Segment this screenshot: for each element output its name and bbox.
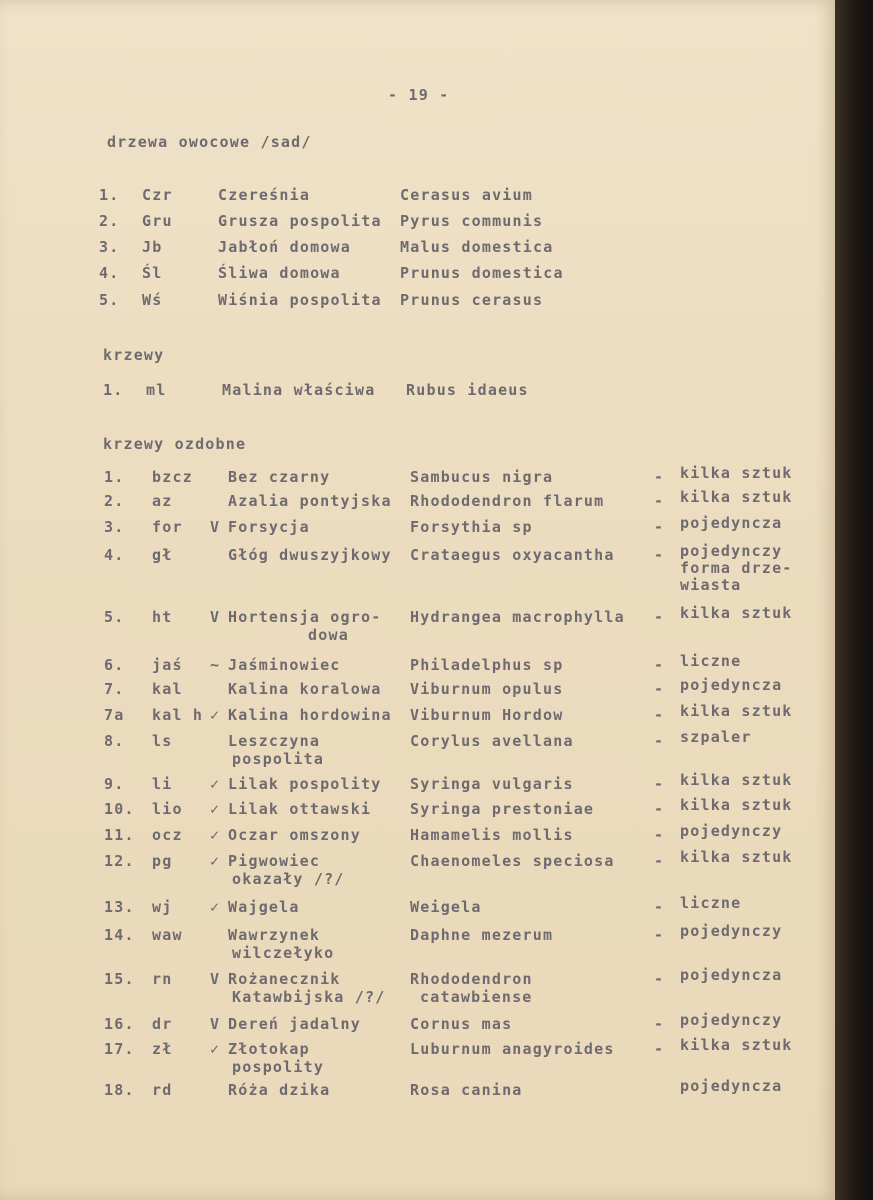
row-number: 5. bbox=[99, 291, 120, 309]
row-dash: - bbox=[654, 518, 665, 536]
row-number: 10. bbox=[104, 800, 135, 818]
row-latin-name: Crataegus oxyacantha bbox=[410, 546, 615, 564]
row-polish-name: Wajgela bbox=[228, 898, 300, 916]
row-number: 2. bbox=[99, 212, 120, 230]
row-note: pojedynczy bbox=[680, 922, 783, 940]
row-polish-name: Grusza pospolita bbox=[218, 212, 382, 230]
annotation-mark: ✓ bbox=[210, 898, 220, 916]
row-polish-name-continued: pospolita bbox=[232, 750, 325, 768]
row-code: dr bbox=[152, 1015, 173, 1033]
row-note: kilka sztuk bbox=[680, 702, 793, 720]
row-dash: - bbox=[654, 775, 665, 793]
row-number: 17. bbox=[104, 1040, 135, 1058]
row-code: zł bbox=[152, 1040, 173, 1058]
row-dash: - bbox=[654, 732, 665, 750]
row-code: rn bbox=[152, 970, 173, 988]
row-note: kilka sztuk bbox=[680, 604, 793, 622]
row-number: 15. bbox=[104, 970, 135, 988]
row-code: lio bbox=[152, 800, 183, 818]
row-code: Jb bbox=[142, 238, 163, 256]
row-polish-name: Azalia pontyjska bbox=[228, 492, 392, 510]
row-dash: - bbox=[654, 492, 665, 510]
row-note: pojedyncza bbox=[680, 1077, 783, 1095]
row-number: 14. bbox=[104, 926, 135, 944]
row-note: pojedyncza bbox=[680, 676, 783, 694]
row-note-continued: forma drze- bbox=[680, 559, 793, 577]
row-note: liczne bbox=[680, 894, 742, 912]
row-polish-name: Bez czarny bbox=[228, 468, 331, 486]
row-polish-name: Kalina koralowa bbox=[228, 680, 382, 698]
row-note: kilka sztuk bbox=[680, 771, 793, 789]
row-polish-name: Jaśminowiec bbox=[228, 656, 341, 674]
row-number: 2. bbox=[104, 492, 125, 510]
section-heading-shrubs: krzewy bbox=[103, 346, 165, 364]
row-note: kilka sztuk bbox=[680, 848, 793, 866]
row-code: gł bbox=[152, 546, 173, 564]
row-note: szpaler bbox=[680, 728, 752, 746]
row-number: 11. bbox=[104, 826, 135, 844]
row-polish-name: Hortensja ogro- bbox=[228, 608, 382, 626]
row-number: 5. bbox=[104, 608, 125, 626]
row-dash: - bbox=[654, 898, 665, 916]
row-note: kilka sztuk bbox=[680, 464, 793, 482]
row-latin-name: Weigela bbox=[410, 898, 482, 916]
annotation-mark: V bbox=[210, 608, 220, 626]
annotation-mark: ✓ bbox=[210, 826, 220, 844]
row-note: pojedynczy bbox=[680, 822, 783, 840]
row-note: pojedynczy bbox=[680, 542, 783, 560]
row-code: Wś bbox=[142, 291, 163, 309]
row-dash: - bbox=[654, 970, 665, 988]
row-polish-name-continued: dowa bbox=[308, 626, 349, 644]
annotation-mark: V bbox=[210, 518, 220, 536]
annotation-mark: ✓ bbox=[210, 706, 220, 724]
row-code: for bbox=[152, 518, 183, 536]
row-note: liczne bbox=[680, 652, 742, 670]
row-latin-name: Forsythia sp bbox=[410, 518, 533, 536]
row-polish-name: Wiśnia pospolita bbox=[218, 291, 382, 309]
row-number: 1. bbox=[103, 381, 124, 399]
row-dash: - bbox=[654, 1015, 665, 1033]
row-number: 7. bbox=[104, 680, 125, 698]
row-latin-name: Viburnum Hordow bbox=[410, 706, 564, 724]
annotation-mark: ✓ bbox=[210, 852, 220, 870]
row-polish-name: Lilak pospolity bbox=[228, 775, 382, 793]
row-latin-name-continued: catawbiense bbox=[420, 988, 533, 1006]
row-polish-name: Śliwa domowa bbox=[218, 264, 341, 282]
row-latin-name: Rhododendron flarum bbox=[410, 492, 605, 510]
annotation-mark: ✓ bbox=[210, 775, 220, 793]
row-code: li bbox=[152, 775, 173, 793]
row-polish-name-continued: wilczełyko bbox=[232, 944, 335, 962]
row-latin-name: Corylus avellana bbox=[410, 732, 574, 750]
annotation-mark: ~ bbox=[210, 656, 220, 674]
row-code: rd bbox=[152, 1081, 173, 1099]
row-polish-name: Lilak ottawski bbox=[228, 800, 372, 818]
row-note: pojedynczy bbox=[680, 1011, 783, 1029]
row-note-continued: wiasta bbox=[680, 576, 742, 594]
row-polish-name: Oczar omszony bbox=[228, 826, 361, 844]
annotation-mark: V bbox=[210, 970, 220, 988]
row-latin-name: Rubus idaeus bbox=[406, 381, 529, 399]
row-latin-name: Hamamelis mollis bbox=[410, 826, 574, 844]
row-polish-name: Leszczyna bbox=[228, 732, 321, 750]
row-code: wj bbox=[152, 898, 173, 916]
row-latin-name: Sambucus nigra bbox=[410, 468, 554, 486]
row-dash: - bbox=[654, 1040, 665, 1058]
row-latin-name: Pyrus communis bbox=[400, 212, 544, 230]
page-edge-shadow bbox=[835, 0, 873, 1200]
row-latin-name: Prunus cerasus bbox=[400, 291, 544, 309]
row-code: jaś bbox=[152, 656, 183, 674]
row-number: 9. bbox=[104, 775, 125, 793]
row-code: ml bbox=[146, 381, 167, 399]
row-number: 13. bbox=[104, 898, 135, 916]
row-polish-name: Złotokap bbox=[228, 1040, 310, 1058]
row-code: Czr bbox=[142, 186, 173, 204]
row-polish-name: Forsycja bbox=[228, 518, 310, 536]
row-latin-name: Hydrangea macrophylla bbox=[410, 608, 625, 626]
row-number: 1. bbox=[104, 468, 125, 486]
row-latin-name: Prunus domestica bbox=[400, 264, 564, 282]
row-code: ocz bbox=[152, 826, 183, 844]
row-dash: - bbox=[654, 706, 665, 724]
row-number: 7a bbox=[104, 706, 125, 724]
row-polish-name: Pigwowiec bbox=[228, 852, 321, 870]
row-latin-name: Philadelphus sp bbox=[410, 656, 564, 674]
row-latin-name: Malus domestica bbox=[400, 238, 554, 256]
row-dash: - bbox=[654, 826, 665, 844]
row-dash: - bbox=[654, 852, 665, 870]
row-code: kal h bbox=[152, 706, 204, 724]
row-number: 12. bbox=[104, 852, 135, 870]
row-number: 3. bbox=[99, 238, 120, 256]
row-code: bzcz bbox=[152, 468, 193, 486]
section-heading-ornamental-shrubs: krzewy ozdobne bbox=[103, 435, 247, 453]
row-polish-name-continued: Katawbijska /?/ bbox=[232, 988, 386, 1006]
row-latin-name: Rosa canina bbox=[410, 1081, 523, 1099]
row-note: kilka sztuk bbox=[680, 796, 793, 814]
row-latin-name: Luburnum anagyroides bbox=[410, 1040, 615, 1058]
row-polish-name: Rożanecznik bbox=[228, 970, 341, 988]
row-number: 4. bbox=[99, 264, 120, 282]
section-heading-fruit-trees: drzewa owocowe /sad/ bbox=[107, 133, 312, 151]
row-polish-name: Kalina hordowina bbox=[228, 706, 392, 724]
row-dash: - bbox=[654, 656, 665, 674]
row-code: kal bbox=[152, 680, 183, 698]
row-dash: - bbox=[654, 608, 665, 626]
page-number: - 19 - bbox=[388, 86, 450, 104]
annotation-mark: ✓ bbox=[210, 1040, 220, 1058]
annotation-mark: V bbox=[210, 1015, 220, 1033]
row-note: pojedyncza bbox=[680, 514, 783, 532]
row-polish-name: Wawrzynek bbox=[228, 926, 321, 944]
row-number: 8. bbox=[104, 732, 125, 750]
row-dash: - bbox=[654, 800, 665, 818]
row-code: ls bbox=[152, 732, 173, 750]
row-number: 6. bbox=[104, 656, 125, 674]
row-latin-name: Chaenomeles speciosa bbox=[410, 852, 615, 870]
row-code: pg bbox=[152, 852, 173, 870]
row-number: 18. bbox=[104, 1081, 135, 1099]
row-code: ht bbox=[152, 608, 173, 626]
row-dash: - bbox=[654, 680, 665, 698]
row-note: pojedyncza bbox=[680, 966, 783, 984]
row-code: Śl bbox=[142, 264, 163, 282]
row-number: 16. bbox=[104, 1015, 135, 1033]
row-polish-name: Czereśnia bbox=[218, 186, 311, 204]
row-latin-name: Cerasus avium bbox=[400, 186, 533, 204]
row-latin-name: Syringa prestoniae bbox=[410, 800, 595, 818]
row-latin-name: Viburnum opulus bbox=[410, 680, 564, 698]
row-latin-name: Cornus mas bbox=[410, 1015, 513, 1033]
row-number: 4. bbox=[104, 546, 125, 564]
row-latin-name: Daphne mezerum bbox=[410, 926, 554, 944]
row-note: kilka sztuk bbox=[680, 488, 793, 506]
row-polish-name-continued: pospolity bbox=[232, 1058, 325, 1076]
annotation-mark: ✓ bbox=[210, 800, 220, 818]
row-latin-name: Rhododendron bbox=[410, 970, 533, 988]
row-polish-name-continued: okazały /?/ bbox=[232, 870, 345, 888]
row-code: az bbox=[152, 492, 173, 510]
row-polish-name: Głóg dwuszyjkowy bbox=[228, 546, 392, 564]
row-dash: - bbox=[654, 546, 665, 564]
row-dash: - bbox=[654, 926, 665, 944]
row-dash: - bbox=[654, 468, 665, 486]
row-polish-name: Malina właściwa bbox=[222, 381, 376, 399]
row-polish-name: Jabłoń domowa bbox=[218, 238, 351, 256]
row-code: waw bbox=[152, 926, 183, 944]
row-number: 3. bbox=[104, 518, 125, 536]
row-note: kilka sztuk bbox=[680, 1036, 793, 1054]
row-polish-name: Róża dzika bbox=[228, 1081, 331, 1099]
row-number: 1. bbox=[99, 186, 120, 204]
row-polish-name: Dereń jadalny bbox=[228, 1015, 361, 1033]
row-latin-name: Syringa vulgaris bbox=[410, 775, 574, 793]
row-code: Gru bbox=[142, 212, 173, 230]
